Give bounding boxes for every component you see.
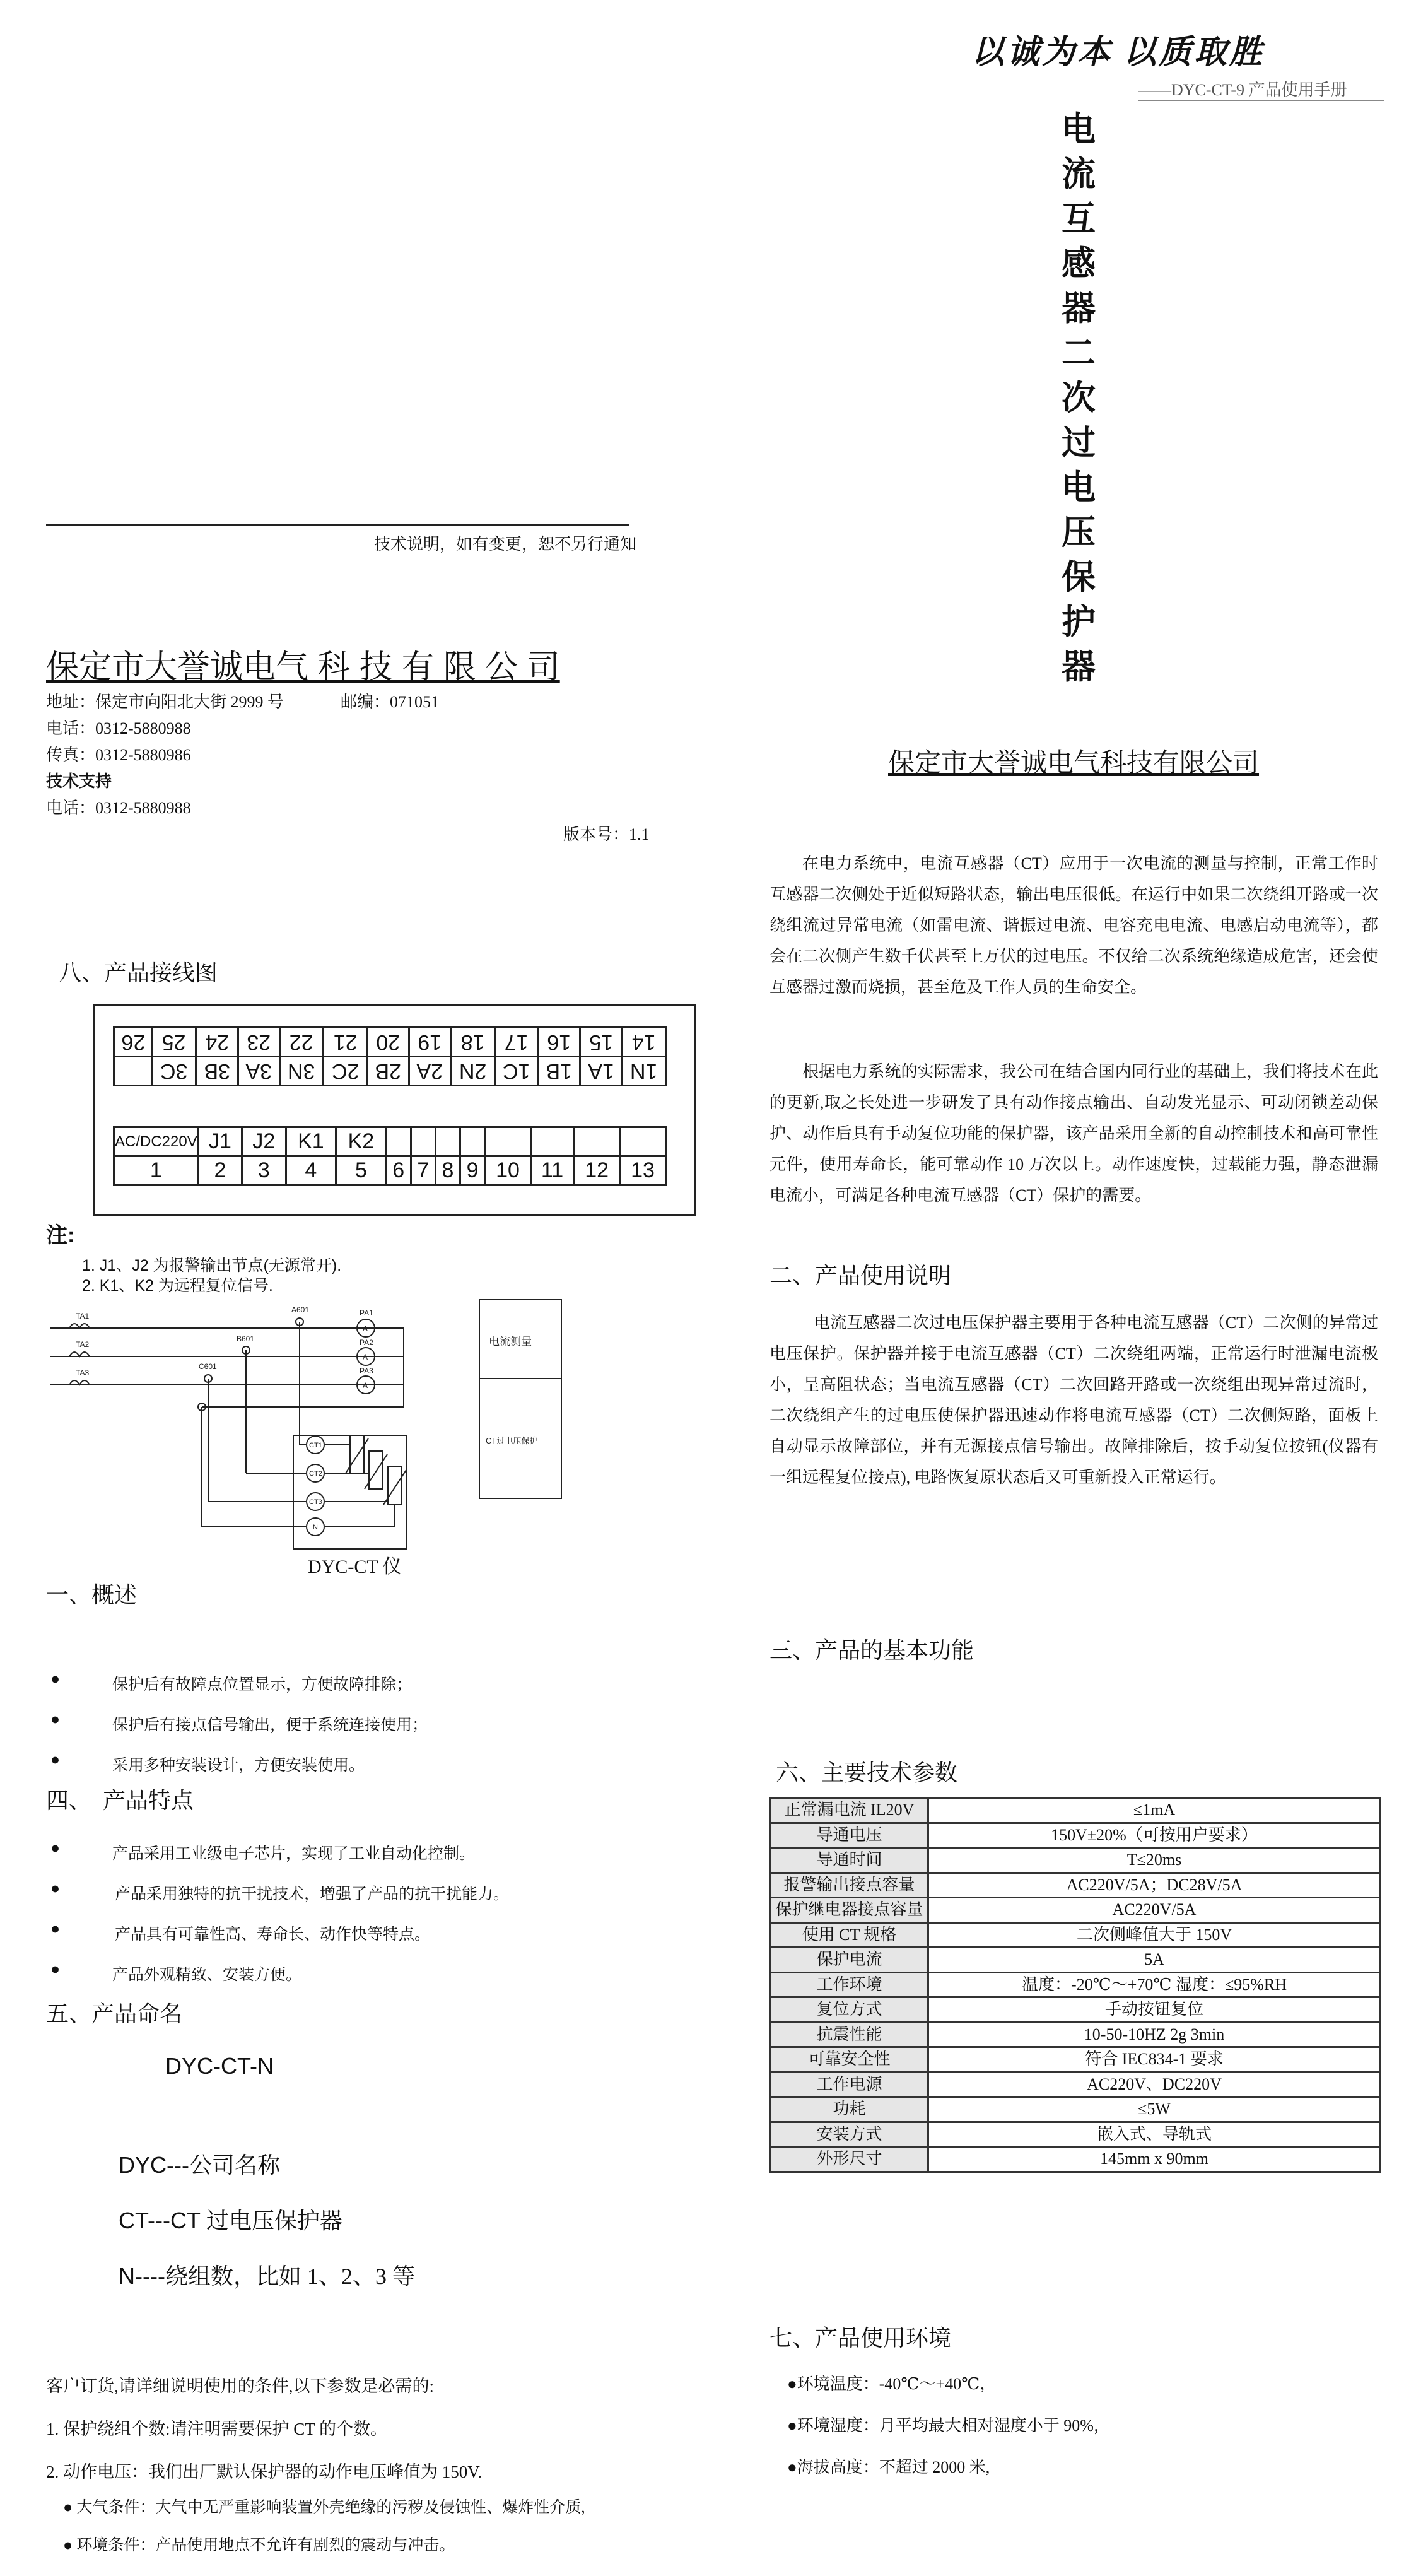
terminal-cell: 3C [152, 1057, 196, 1086]
terminal-cell [386, 1127, 411, 1156]
terminal-cell: 2 [198, 1156, 242, 1185]
param-value: AC220V、DC220V [928, 2072, 1381, 2097]
terminal-cell: 22 [279, 1028, 323, 1057]
naming-desc-2: 过电压保护器 [200, 2208, 342, 2233]
terminal-cell: 2N [451, 1057, 494, 1086]
section4-title: 四、 产品特点 [46, 1787, 194, 1813]
terminal-cell: J1 [198, 1127, 242, 1156]
naming-line-3 [119, 2259, 415, 2291]
box-label-protect: CT过电压保护 [486, 1436, 538, 1445]
node-label-b601: B601 [237, 1334, 255, 1343]
param-value: 温度：-20℃～+70℃ 湿度：≤95%RH [928, 1972, 1381, 1997]
s1-bullet-dot-1: ● [50, 1671, 61, 1688]
intro-paragraph-1: 在电力系统中，电流互感器（CT）应用于一次电流的测量与控制，正常工作时互感器二次侧处于近似短路状态，输出电压很低。在运行中如果二次绕组开路或一次绕组流过异常电流（如雷电流、谐振过电流、电容充电电流、电感启动电流等），都会在二次侧产生数千伏甚至上万伏的过电压。不仅给二次系统绝缘造成危害，还会使互感器过激而烧损，甚至危及工作人员的生命安全。 [769, 854, 1378, 996]
param-row [771, 1948, 1381, 1973]
terminal-cell: 10 [485, 1156, 531, 1185]
vertical-title-char: 互 [1062, 200, 1096, 238]
company-address: 地址：保定市向阳北大街 2999 号 [46, 693, 284, 711]
terminal-cell [530, 1127, 573, 1156]
model-name: DYC-CT-N [165, 2053, 274, 2079]
box-label-measure: 电流测量 [489, 1336, 532, 1348]
param-row [771, 2047, 1381, 2073]
terminal-cell: AC/DC220V [114, 1127, 199, 1156]
param-value: 5A [928, 1948, 1381, 1973]
param-name: 可靠安全性 [771, 2047, 928, 2073]
terminal-panel [93, 1004, 696, 1216]
company-phone: 电话：0312-5880988 [46, 719, 191, 738]
vertical-title-char: 保 [1062, 558, 1096, 596]
ammeter-glyph-3: A [363, 1381, 368, 1390]
param-name: 正常漏电流 IL20V [771, 1798, 928, 1823]
terminal-cell [574, 1127, 620, 1156]
section5-title: 五、产品命名 [46, 2001, 183, 2026]
naming-code-1: DYC--- [119, 2152, 189, 2178]
param-name: 安装方式 [771, 2122, 928, 2147]
s1-bullet-2: 保护后有接点信号输出，便于系统连接使用； [112, 1717, 428, 1734]
terminal-cell [620, 1127, 666, 1156]
ammeter-glyph-2: A [363, 1353, 368, 1362]
terminal-cell: 13 [620, 1156, 666, 1185]
vertical-title-char: 器 [1062, 290, 1096, 327]
terminal-cell: 3 [242, 1156, 286, 1185]
terminal-cell: 2B [367, 1057, 409, 1086]
terminal-cell: 23 [238, 1028, 279, 1057]
order-bullet-1-text: 大气条件：大气中无严重影响装置外壳绝缘的污秽及侵蚀性、爆炸性介质, [76, 2499, 585, 2516]
terminal-cell: 5 [336, 1156, 387, 1185]
order-bullet-2: ● 环境条件：产品使用地点不允许有剧烈的震动与冲击。 [63, 2537, 455, 2554]
s4-bullet-1: 产品采用工业级电子芯片，实现了工业自动化控制。 [112, 1845, 476, 1862]
param-value: AC220V/5A；DC28V/5A [928, 1873, 1381, 1898]
vertical-title-char: 流 [1062, 155, 1096, 193]
s4-bullet-dot-2: ● [50, 1880, 61, 1897]
param-name: 功耗 [771, 2097, 928, 2122]
s4-bullet-3: 产品具有可靠性高、寿命长、动作快等特点。 [115, 1926, 431, 1943]
terminal-cell: 3B [196, 1057, 238, 1086]
vertical-title-char: 电 [1062, 110, 1096, 148]
meter-label-pa3: PA3 [360, 1367, 373, 1375]
ct3-label: CT3 [309, 1498, 322, 1506]
terminal-cell: 3A [238, 1057, 279, 1086]
s1-bullet-dot-2: ● [50, 1711, 61, 1728]
terminal-cell: 20 [367, 1028, 409, 1057]
terminal-cell: 21 [324, 1028, 367, 1057]
param-name: 抗震性能 [771, 2022, 928, 2047]
company-fax: 传真：0312-5880986 [46, 746, 191, 764]
param-value: ≤1mA [928, 1798, 1381, 1823]
vertical-title-char: 器 [1062, 648, 1096, 686]
param-row [771, 1922, 1381, 1948]
terminal-cell: 3N [279, 1057, 323, 1086]
diagram-caption: DYC-CT 仪 [308, 1556, 402, 1577]
terminal-cell: 6 [386, 1156, 411, 1185]
terminal-cell: 12 [574, 1156, 620, 1185]
terminal-cell: 1N [622, 1057, 665, 1086]
naming-line-2 [119, 2203, 342, 2235]
order-bullet-1: ● 大气条件：大气中无严重影响装置外壳绝缘的污秽及侵蚀性、爆炸性介质, [63, 2499, 585, 2516]
terminal-cell [435, 1127, 460, 1156]
param-name: 保护继电器接点容量 [771, 1898, 928, 1923]
param-name: 工作电源 [771, 2072, 928, 2097]
s4-bullet-dot-3: ● [50, 1920, 61, 1938]
param-name: 保护电流 [771, 1948, 928, 1973]
tech-params-table [769, 1797, 1381, 2173]
notice-rule [46, 524, 629, 526]
param-row [771, 1873, 1381, 1898]
param-value: 150V±20%（可按用户要求） [928, 1823, 1381, 1848]
order-item-1: 1. 保护绕组个数:请注明需要保护 CT 的个数。 [46, 2420, 388, 2438]
vertical-title-char: 压 [1062, 514, 1096, 551]
section8-title: 八、产品接线图 [59, 960, 218, 985]
param-name: 外形尺寸 [771, 2147, 928, 2172]
param-value: 手动按钮复位 [928, 1997, 1381, 2023]
param-row [771, 2072, 1381, 2097]
naming-desc-1: 公司名称 [189, 2153, 280, 2178]
param-value: ≤5W [928, 2097, 1381, 2122]
terminal-cell: 1A [580, 1057, 622, 1086]
s4-bullet-dot-4: ● [50, 1961, 61, 1978]
terminal-cell: K2 [336, 1127, 387, 1156]
terminal-cell [114, 1057, 153, 1086]
line-label-ta1: TA1 [76, 1312, 90, 1320]
section3-title: 三、产品的基本功能 [769, 1637, 974, 1663]
param-value: 二次侧峰值大于 150V [928, 1922, 1381, 1948]
company-postcode: 邮编：071051 [341, 693, 440, 711]
terminal-cell: 2A [409, 1057, 450, 1086]
version-number: 版本号：1.1 [563, 825, 650, 844]
line-label-ta3: TA3 [76, 1368, 90, 1377]
terminal-cell [485, 1127, 531, 1156]
s7-bullet-1-text: 环境温度：-40℃～+40℃， [797, 2375, 997, 2393]
intro-paragraph-2: 根据电力系统的实际需求，我公司在结合国内同行业的基础上，我们将技术在此的更新,取之长处进一步研发了具有动作接点输出、自动发光显示、可动闭锁差动保护、动作后具有手动复位功能的保护器，该产品采用全新的自动控制技术和高可靠性元件，使用寿命长，能可靠动作 10 万次以上。动作速度快，过载能力强，静态泄漏电流小，可满足各种电流互感器（CT）保护的需要。 [769, 1062, 1378, 1204]
s4-bullet-dot-1: ● [50, 1840, 61, 1857]
param-row [771, 1898, 1381, 1923]
vertical-title-char: 二 [1062, 334, 1096, 372]
n-label: N [313, 1524, 318, 1531]
param-row [771, 1997, 1381, 2023]
terminal-cell: 17 [494, 1028, 538, 1057]
node-label-c601: C601 [199, 1362, 217, 1371]
support-phone: 电话：0312-5880988 [46, 799, 191, 817]
param-row [771, 2022, 1381, 2047]
terminal-cell [411, 1127, 435, 1156]
meter-label-pa2: PA2 [360, 1338, 373, 1347]
s4-bullet-2: 产品采用独特的抗干扰技术，增强了产品的抗干扰能力。 [115, 1886, 510, 1903]
terminal-cell: 1 [114, 1156, 199, 1185]
vertical-title-char: 电 [1062, 469, 1096, 507]
naming-desc-3: 绕组数，比如 1、2、3 等 [165, 2264, 415, 2289]
section1-title: 一、概述 [46, 1582, 138, 1608]
param-row [771, 2147, 1381, 2172]
param-row [771, 1972, 1381, 1997]
manual-subtitle: ——DYC-CT-9 产品使用手册 [1138, 81, 1347, 99]
terminal-cell: 8 [435, 1156, 460, 1185]
s7-bullet-1: ●环境温度：-40℃～+40℃， [787, 2375, 997, 2393]
order-intro: 客户订货,请详细说明使用的条件,以下参数是必需的: [46, 2377, 435, 2396]
param-value: T≤20ms [928, 1848, 1381, 1873]
s7-bullet-3: ●海拔高度：不超过 2000 米, [787, 2458, 990, 2476]
right-company-name: 保定市大誉诚电气科技有限公司 [888, 748, 1260, 777]
param-value: 符合 IEC834-1 要求 [928, 2047, 1381, 2073]
change-notice: 技术说明，如有变更，恕不另行通知 [374, 535, 637, 553]
param-value: 10-50-10HZ 2g 3min [928, 2022, 1381, 2047]
param-row [771, 1798, 1381, 1823]
terminal-cell: 26 [114, 1028, 153, 1057]
terminal-cell: 11 [530, 1156, 573, 1185]
terminal-cell: 15 [580, 1028, 622, 1057]
terminal-cell: 4 [286, 1156, 336, 1185]
param-value: 嵌入式、导轨式 [928, 2122, 1381, 2147]
param-name: 导通电压 [771, 1823, 928, 1848]
s1-bullet-1: 保护后有故障点位置显示，方便故障排除； [112, 1676, 413, 1693]
vertical-title-char: 感 [1062, 245, 1096, 283]
order-bullet-2-text: 环境条件：产品使用地点不允许有剧烈的震动与冲击。 [76, 2537, 455, 2554]
param-value: 145mm x 90mm [928, 2147, 1381, 2172]
terminal-table-top [113, 1026, 667, 1086]
terminal-table-bottom [113, 1126, 667, 1186]
section6-title: 六、主要技术参数 [776, 1760, 958, 1785]
circuit-diagram [44, 1293, 738, 1584]
terminal-cell: 14 [622, 1028, 665, 1057]
param-name: 复位方式 [771, 1997, 928, 2023]
company-name: 保定市大誉诚电气 科 技 有 限 公 司 [46, 649, 560, 686]
s7-bullet-2-text: 环境湿度：月平均最大相对湿度小于 90%， [797, 2416, 1110, 2435]
meter-label-pa1: PA1 [360, 1309, 373, 1317]
naming-line-1 [119, 2148, 280, 2180]
param-name: 导通时间 [771, 1848, 928, 1873]
note-title: 注: [46, 1223, 75, 1247]
terminal-cell: 7 [411, 1156, 435, 1185]
order-item-2: 2. 动作电压：我们出厂默认保护器的动作电压峰值为 150V. [46, 2462, 483, 2481]
naming-code-2: CT---CT [119, 2208, 201, 2233]
note-2: 2. K1、K2 为远程复位信号. [82, 1277, 273, 1295]
vertical-product-title [1053, 107, 1104, 690]
s7-bullet-3-text: 海拔高度：不超过 2000 米, [797, 2458, 990, 2476]
param-row [771, 2122, 1381, 2147]
ct2-label: CT2 [309, 1470, 322, 1478]
s4-bullet-4: 产品外观精致、安装方便。 [112, 1967, 302, 1984]
ct1-label: CT1 [309, 1442, 322, 1449]
param-row [771, 1823, 1381, 1848]
terminal-cell: 16 [538, 1028, 580, 1057]
param-value: AC220V/5A [928, 1898, 1381, 1923]
vertical-title-char: 次 [1062, 379, 1096, 417]
terminal-cell: 19 [409, 1028, 450, 1057]
terminal-cell: 1C [494, 1057, 538, 1086]
motto: 以诚为本 以质取胜 [971, 35, 1265, 71]
terminal-cell: 1B [538, 1057, 580, 1086]
ammeter-glyph-1: A [363, 1324, 368, 1333]
param-name: 使用 CT 规格 [771, 1922, 928, 1948]
s1-bullet-dot-3: ● [50, 1751, 61, 1768]
header-rule [1138, 100, 1384, 101]
terminal-cell [460, 1127, 484, 1156]
param-name: 报警输出接点容量 [771, 1873, 928, 1898]
line-label-ta2: TA2 [76, 1340, 90, 1349]
terminal-cell: 25 [152, 1028, 196, 1057]
vertical-title-char: 护 [1062, 603, 1096, 641]
s1-bullet-3: 采用多种安装设计，方便安装使用。 [112, 1757, 365, 1774]
terminal-cell: 2C [324, 1057, 367, 1086]
param-name: 工作环境 [771, 1972, 928, 1997]
vertical-title-char: 过 [1062, 424, 1096, 462]
section2-title: 二、产品使用说明 [769, 1262, 952, 1288]
param-row [771, 1848, 1381, 1873]
section7-title: 七、产品使用环境 [769, 2325, 952, 2351]
note-1: 1. J1、J2 为报警输出节点(无源常开). [82, 1257, 342, 1274]
terminal-cell: 18 [451, 1028, 494, 1057]
naming-code-3: N---- [119, 2263, 165, 2289]
param-row [771, 2097, 1381, 2122]
section2-paragraph: 电流互感器二次过电压保护器主要用于各种电流互感器（CT）二次侧的异常过电压保护。保护器并接于电流互感器（CT）二次绕组两端，正常运行时泄漏电流极小，呈高阻状态；当电流互感器（CT）二次回路开路或一次绕组出现异常过流时，二次绕组产生的过电压使保护器迅速动作将电流互感器（CT）二次侧短路，面板上自动显示故障部位，并有无源接点信号输出。故障排除后，按手动复位按钮(仪器有一组远程复位接点), 电路恢复原状态后又可重新投入正常运行。 [769, 1314, 1378, 1486]
node-label-a601: A601 [291, 1305, 310, 1314]
s7-bullet-2: ●环境湿度：月平均最大相对湿度小于 90%， [787, 2416, 1110, 2435]
terminal-cell: K1 [286, 1127, 336, 1156]
terminal-cell: 9 [460, 1156, 484, 1185]
terminal-cell: J2 [242, 1127, 286, 1156]
terminal-cell: 24 [196, 1028, 238, 1057]
support-title: 技术支持 [46, 772, 112, 791]
